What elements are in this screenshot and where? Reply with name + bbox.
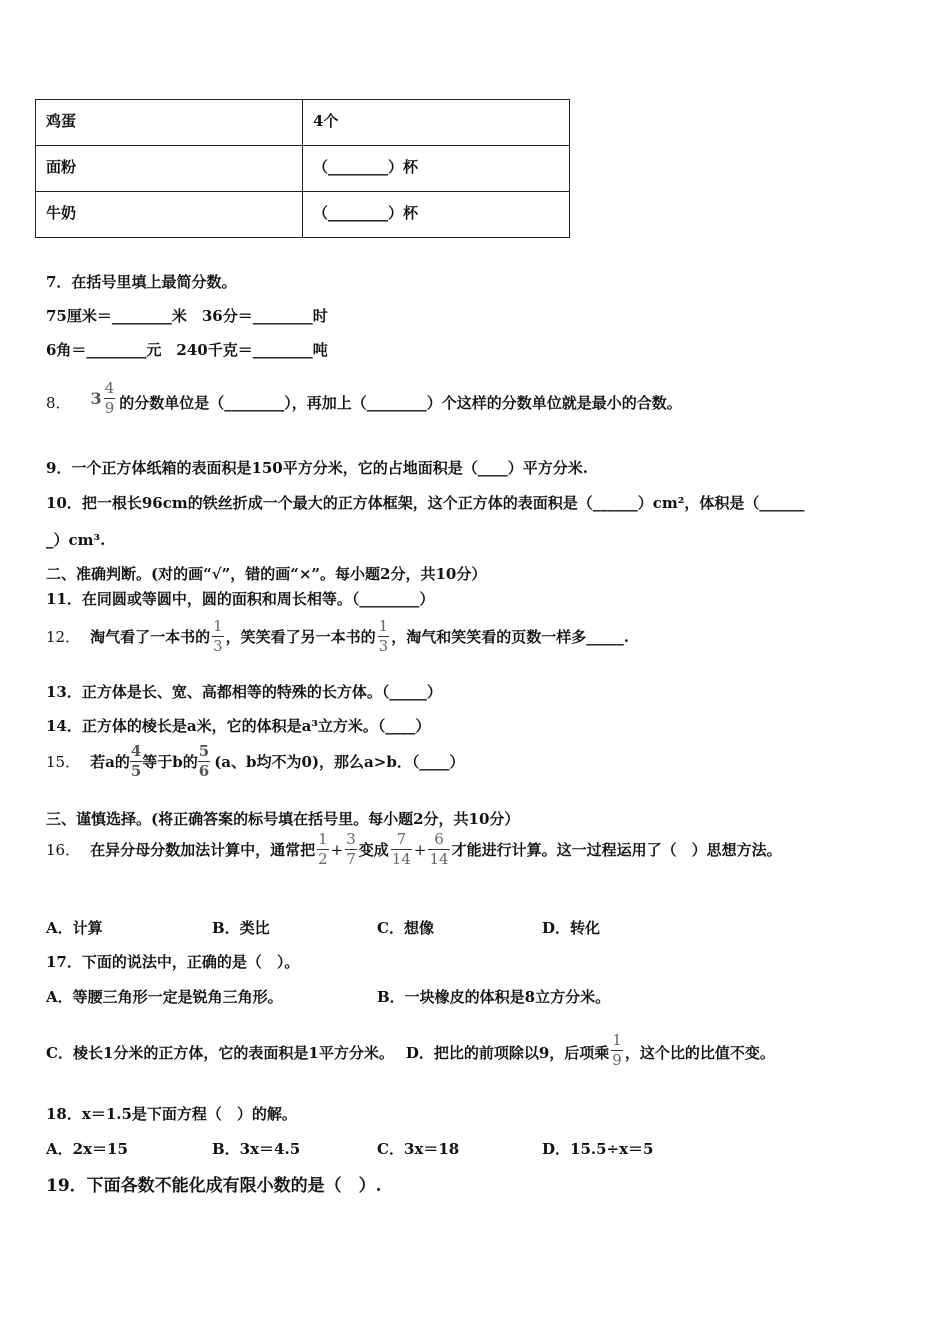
q8-text: 的分数单位是（________），再加上（________）个这样的分数单位就是最小的合数。 bbox=[119, 394, 682, 412]
q17-option-d-part2: ，这个比的比值不变。 bbox=[624, 1044, 775, 1062]
fraction-numerator: 1 bbox=[378, 617, 389, 635]
q17-options-cd bbox=[46, 1018, 775, 1068]
q14: 14．正方体的棱长是a米，它的体积是a³立方米。（____） bbox=[46, 717, 431, 735]
q18-title: 18．x＝1.5是下面方程（ ）的解。 bbox=[46, 1105, 297, 1123]
fraction-numerator: 6 bbox=[434, 830, 444, 848]
fraction-numerator: 5 bbox=[198, 742, 210, 760]
q15-part1: 若a的 bbox=[90, 753, 130, 771]
fraction-numerator: 3 bbox=[346, 830, 356, 848]
q8 bbox=[46, 372, 682, 416]
q15-part2: 等于b的 bbox=[142, 753, 198, 771]
q16 bbox=[46, 832, 782, 867]
q16-number: 16． bbox=[46, 841, 81, 859]
table-cell-value: （________）杯 bbox=[303, 192, 570, 238]
q16-option-a: A．计算 bbox=[46, 919, 103, 937]
q17-option-c: C．棱长1分米的正方体，它的表面积是1平方分米。 bbox=[46, 1044, 394, 1062]
q16-part3: 才能进行计算。这一过程运用了（ ）思想方法。 bbox=[451, 841, 782, 859]
fraction-numerator: 1 bbox=[612, 1031, 622, 1049]
q12-part3: ，淘气和笑笑看的页数一样多_____. bbox=[391, 628, 629, 646]
q16-option-b: B．类比 bbox=[212, 919, 270, 937]
q17-option-a: A．等腰三角形一定是锐角三角形。 bbox=[46, 988, 283, 1006]
table-cell-value: 4个 bbox=[303, 100, 570, 146]
fraction-denominator: 14 bbox=[429, 850, 449, 868]
q16-fraction-2 bbox=[345, 832, 357, 867]
q8-mixed-number bbox=[91, 381, 118, 416]
fraction-numerator: 7 bbox=[396, 830, 407, 848]
q15-part3: (a、b均不为0)，那么a>b．（____） bbox=[214, 753, 465, 771]
fraction-denominator: 3 bbox=[213, 637, 223, 655]
section-3-title: 三、谨慎选择。(将正确答案的标号填在括号里。每小题2分，共10分） bbox=[46, 810, 520, 828]
table-row bbox=[36, 100, 570, 146]
q16-fraction-3 bbox=[391, 832, 412, 867]
fraction-denominator: 9 bbox=[612, 1051, 622, 1069]
q18-option-b: B．3x＝4.5 bbox=[212, 1140, 301, 1158]
q8-whole: 3 bbox=[90, 389, 102, 408]
q7-line2: 6角＝________元 240千克＝________吨 bbox=[46, 341, 328, 359]
q12-part2: ，笑笑看了另一本书的 bbox=[225, 628, 376, 646]
fraction-denominator: 7 bbox=[346, 850, 356, 868]
fraction-numerator: 1 bbox=[213, 617, 223, 635]
q18-option-d: D．15.5÷x＝5 bbox=[542, 1140, 654, 1158]
table-cell-item: 鸡蛋 bbox=[36, 100, 303, 146]
recipe-table bbox=[35, 99, 570, 238]
q19: 19．下面各数不能化成有限小数的是（ ）. bbox=[46, 1176, 382, 1196]
q15-fraction-1 bbox=[130, 744, 142, 779]
q18-option-c: C．3x＝18 bbox=[377, 1140, 460, 1158]
fraction-numerator: 4 bbox=[104, 379, 115, 397]
q16-fraction-1 bbox=[317, 832, 329, 867]
fraction-numerator: 1 bbox=[318, 830, 328, 848]
q7-title: 7．在括号里填上最简分数。 bbox=[46, 273, 237, 291]
q12-fraction-1 bbox=[212, 619, 224, 654]
q12-part1: 淘气看了一本书的 bbox=[90, 628, 211, 646]
q10-line2: _）cm³. bbox=[46, 531, 106, 549]
fraction-denominator: 3 bbox=[378, 637, 389, 655]
fraction-denominator: 9 bbox=[104, 399, 115, 417]
plus-sign: + bbox=[413, 840, 427, 859]
table-row bbox=[36, 146, 570, 192]
q15-number: 15． bbox=[46, 753, 81, 771]
q17-title: 17．下面的说法中，正确的是（ ）。 bbox=[46, 953, 300, 971]
fraction-denominator: 6 bbox=[198, 762, 210, 780]
q13: 13．正方体是长、宽、高都相等的特殊的长方体。（_____） bbox=[46, 683, 442, 701]
fraction-denominator: 5 bbox=[130, 762, 142, 780]
q8-number: 8． bbox=[46, 394, 71, 412]
q8-fraction bbox=[104, 381, 116, 416]
q12-fraction-2 bbox=[378, 619, 390, 654]
q12-number: 12． bbox=[46, 628, 81, 646]
q18-option-a: A．2x＝15 bbox=[46, 1140, 128, 1158]
q16-option-c: C．想像 bbox=[377, 919, 434, 937]
table-cell-item: 面粉 bbox=[36, 146, 303, 192]
table-cell-value: （________）杯 bbox=[303, 146, 570, 192]
q12 bbox=[46, 619, 629, 654]
q16-part1: 在异分母分数加法计算中，通常把 bbox=[90, 841, 316, 859]
q17-fraction bbox=[611, 1033, 623, 1068]
table-row bbox=[36, 192, 570, 238]
q10-line1: 10．把一根长96cm的铁丝折成一个最大的正方体框架，这个正方体的表面积是（______）cm²，体积是（______ bbox=[46, 494, 805, 512]
q16-fraction-4 bbox=[428, 832, 449, 867]
q17-option-b: B．一块橡皮的体积是8立方分米。 bbox=[377, 988, 611, 1006]
fraction-denominator: 2 bbox=[318, 850, 328, 868]
q17-option-d-part1: D．把比的前项除以9，后项乘 bbox=[405, 1044, 610, 1062]
fraction-numerator: 4 bbox=[130, 742, 142, 760]
plus-sign: + bbox=[330, 840, 344, 859]
q15-fraction-2 bbox=[198, 744, 210, 779]
q15 bbox=[46, 744, 464, 779]
q7-line1: 75厘米＝________米 36分＝________时 bbox=[46, 307, 328, 325]
section-2-title: 二、准确判断。(对的画“√”，错的画“×”。每小题2分，共10分） bbox=[46, 565, 487, 583]
q11: 11．在同圆或等圆中，圆的面积和周长相等。（________） bbox=[46, 590, 435, 608]
q16-option-d: D．转化 bbox=[542, 919, 601, 937]
fraction-denominator: 14 bbox=[391, 850, 411, 868]
table-cell-item: 牛奶 bbox=[36, 192, 303, 238]
q16-part2: 变成 bbox=[358, 841, 389, 859]
q9: 9．一个正方体纸箱的表面积是150平方分米，它的占地面积是（____）平方分米. bbox=[46, 459, 588, 477]
